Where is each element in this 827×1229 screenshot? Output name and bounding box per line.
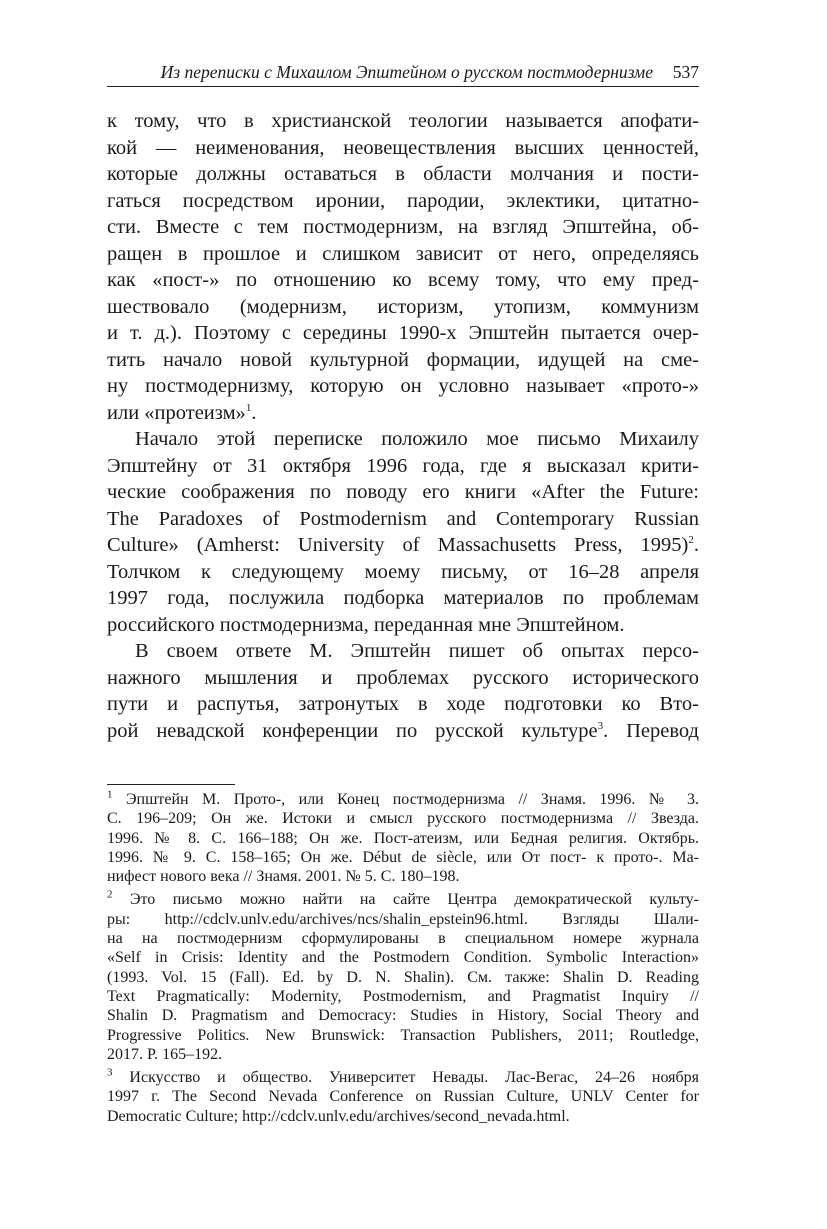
- footnote-marker: 2: [107, 889, 113, 902]
- text-line: тить начало новой культурной формации, идущей на сме-: [107, 348, 699, 371]
- text-line: Толчком к следующему моему письму, от 16–28 апреля: [107, 560, 699, 583]
- footnote-marker: 3: [107, 1066, 113, 1079]
- body-text: [107, 108, 699, 744]
- footnotes: [107, 790, 699, 1130]
- footnote-ref[interactable]: 1: [245, 401, 252, 414]
- text-line: пути и распутья, затронутых в ходе подготовки ко Вто-: [107, 693, 699, 715]
- running-title: Из переписки с Михаилом Эпштейном о русском постмодернизме: [160, 62, 653, 82]
- page-number: 537: [672, 62, 699, 82]
- footnote-line: С. 196–209; Он же. Истоки и смысл русского постмодернизма // Звезда.: [107, 810, 699, 828]
- text-line: гаться посредством иронии, пародии, эклектики, цитатно-: [107, 189, 699, 212]
- footnote-3: [107, 1068, 699, 1126]
- text-line: Начало этой переписке положило мое письмо Михаилу: [135, 428, 699, 450]
- text-line: В своем ответе М. Эпштейн пишет об опытах персо-: [135, 640, 699, 662]
- text-line: как «пост-» по отношению ко всему тому, что ему пред-: [107, 269, 699, 291]
- text-line: шествовало (модернизм, историзм, утопизм, коммунизм: [107, 295, 699, 318]
- footnote-2: [107, 890, 699, 1064]
- text-line: The Paradoxes of Postmodernism and Contemporary Russian: [107, 507, 699, 530]
- footnote-line: 2017. P. 165–192.: [107, 1045, 223, 1063]
- footnote-line: $^2$ Это письмо можно найти на сайте Центра демократической культу-: [107, 889, 700, 909]
- text-line: Culture» (Amherst: University of Massachusetts Press, 1995)$^2$.: [107, 534, 699, 556]
- text-line: 1997 года, послужила подборка материалов по проблемам: [107, 587, 699, 609]
- text-line: российского постмодернизма, переданная мне Эпштейном.: [107, 613, 625, 636]
- text-line: рой невадской конференции по русской культуре$^3$. Перевод: [107, 719, 699, 742]
- text-line: кой — неименования, неовеществления высших ценностей,: [107, 136, 699, 159]
- paragraph-1: [107, 108, 699, 426]
- footnote-line: Progressive Politics. New Brunswick: Transaction Publishers, 2011; Routledge,: [107, 1026, 699, 1044]
- text-line: Эпштейну от 31 октября 1996 года, где я высказал крити-: [107, 454, 699, 477]
- text-line: и т. д.). Поэтому с середины 1990-х Эпштейн пытается очер-: [107, 322, 699, 344]
- running-header: [107, 60, 699, 87]
- footnote-line: ры: http://cdclv.unlv.edu/archives/ncs/shalin_epstein96.html. Взгляды Шали-: [107, 910, 699, 928]
- footnote-ref[interactable]: 3: [597, 719, 604, 732]
- footnote-line: Text Pragmatically: Modernity, Postmodernism, and Pragmatist Inquiry //: [107, 987, 699, 1005]
- footnote-line: 1996. № 9. С. 158–165; Он же. Début de siècle, или От пост- к прото-. Ма-: [107, 848, 699, 866]
- footnote-line: нифест нового века // Знамя. 2001. № 5. С. 180–198.: [107, 868, 460, 886]
- footnote-line: Shalin D. Pragmatism and Democracy: Studies in History, Social Theory and: [107, 1007, 699, 1025]
- footnote-marker: 1: [107, 788, 113, 801]
- footnote-line: 1997 г. The Second Nevada Conference on Russian Culture, UNLV Center for: [107, 1088, 699, 1106]
- text-line: ращен в прошлое и слишком зависит от него, определяясь: [107, 242, 699, 265]
- text-line: ну постмодернизму, которую он условно называет «прото-»: [107, 375, 699, 397]
- footnote-line: $^1$ Эпштейн М. Прото-, или Конец постмодернизма // Знамя. 1996. № 3.: [107, 788, 700, 808]
- footnote-line: (1993. Vol. 15 (Fall). Ed. by D. N. Shalin). См. также: Shalin D. Reading: [107, 968, 699, 986]
- text-line: нажного мышления и проблемах русского исторического: [107, 666, 699, 689]
- footnote-ref[interactable]: 2: [688, 534, 694, 547]
- paragraph-2: [107, 426, 699, 638]
- text-line: которые должны оставаться в области молчания и пости-: [107, 163, 699, 185]
- text-line: или «протеизм»$^1$.: [107, 401, 257, 424]
- footnote-line: 1996. № 8. С. 166–188; Он же. Пост-атеизм, или Бедная религия. Октябрь.: [107, 829, 699, 847]
- footnote-line: $^3$ Искусство и общество. Университет Невады. Лас-Вегас, 24–26 ноября: [107, 1066, 700, 1087]
- text-line: к тому, что в христианской теологии называется апофати-: [107, 110, 699, 132]
- text-line: сти. Вместе с тем постмодернизм, на взгляд Эпштейна, об-: [107, 216, 699, 238]
- paragraph-3: [107, 638, 699, 744]
- footnote-line: на на постмодернизм сформулированы в специальном номере журнала: [107, 930, 699, 948]
- footnote-1: [107, 790, 699, 886]
- footnote-line: «Self in Crisis: Identity and the Postmodern Condition. Symbolic Interaction»: [107, 949, 699, 967]
- footnote-separator: [107, 784, 235, 785]
- footnote-line: Democratic Culture; http://cdclv.unlv.edu/archives/second_nevada.html.: [107, 1107, 570, 1125]
- text-line: ческие соображения по поводу его книги «After the Future:: [107, 481, 699, 503]
